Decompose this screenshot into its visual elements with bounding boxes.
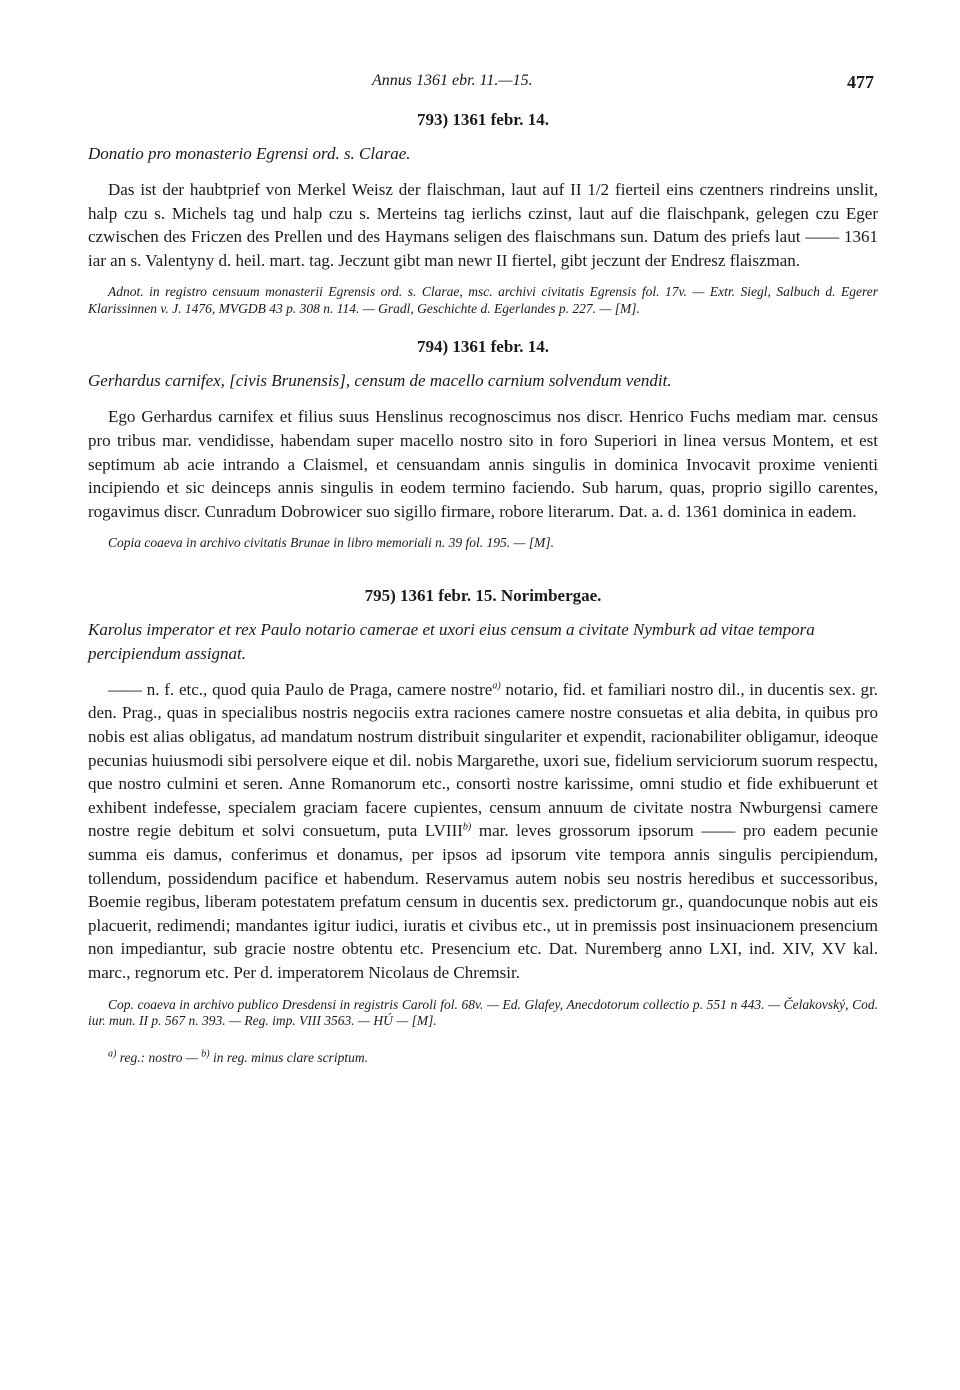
document-heading: 793) 1361 febr. 14. <box>416 110 550 129</box>
document-note: Adnot. in registro censuum monasterii Egrensis ord. s. Clarae, msc. archivi civitatis Egrensis fol. 17v. — Extr. Siegl, Salbuch d. Egerer Klarissinnen v. J. 1476, MVGDB 43 p. 308 n. 114. — Gradl, Geschichte d. Egerlandes p. 227. — [M]. <box>88 284 878 316</box>
document-summary: Karolus imperator et rex Paulo notario camerae et uxori eius censum a civitate Nymburk ad vitae tempora percipiendum assignat. <box>88 619 815 663</box>
footnotes <box>108 1050 878 1066</box>
document-note: Copia coaeva in archivo civitatis Brunae in libro memoriali n. 39 fol. 195. — [M]. <box>108 535 554 551</box>
document-heading: 794) 1361 febr. 14. <box>416 337 550 357</box>
document-795 <box>88 586 878 1030</box>
footnote-mark-a: a) <box>108 1048 117 1060</box>
document-note: Cop. coaeva in archivo publico Dresdensi in registris Caroli fol. 68v. — Ed. Glafey, Anecdotorum collectio p. 551 n 443. — Čelakovský, Cod. iur. mun. II p. 567 n. 393. — Reg. imp. VIII 3563. — HÚ — [M]. <box>88 996 878 1029</box>
footnote-mark-a: a) <box>492 680 501 692</box>
body-text: notario, fid. et familiari nostro dil., in ducentis sex. gr. den. Prag., quas in specialibus nostris negociis extra raciones camere nostre consuetas et alia debita, in quibus pro nobis est alias obligatus, ad mandatum nostrum distribuit singulariter et expendit, racionabiliter obligamur, ideoque pecunias huiusmodi sibi persolvere eique et dil. nobis Margarethe, uxori sue, fidelium serviciorum suorum respectu, que nostro culmini et seren. Anne Romanorum etc., consorti nostre karissime, omni studio et fide exhibuerunt et exhibent indefesse, specialem graciam facere cupientes, censum annuum de civitate nostra Nwburgensi camere nostre regie debitum et solvi consuetum, puta LVIII <box>88 679 879 841</box>
document-794 <box>88 337 878 551</box>
document-body <box>88 678 878 985</box>
footnote-a-text: reg.: nostro — <box>116 1049 202 1065</box>
document-summary: Gerhardus carnifex, [civis Brunensis], censum de macello carnium solvendum vendit. <box>88 371 672 391</box>
document-summary: Donatio pro monasterio Egrensi ord. s. Clarae. <box>88 144 411 163</box>
document-793 <box>88 110 878 317</box>
document-heading: 795) 1361 febr. 15. Norimbergae. <box>364 585 602 605</box>
body-text: mar. leves grossorum ipsorum —— pro eadem pecunie summa eis damus, conferimus et donamus, per ipsos ad ipsorum vite tempora annis singulis percipiendum, tollendum, possidendum pacifice et habendum. Reservamus autem nobis seu nostris heredibus et successoribus, Boemie regibus, liberam potestatem prefatum censum in ducentis sex. predictorum gr., quandocunque nobis aut eis placuerit, redimendi; mandantes igitur iudici, iuratis et civibus etc., ut in premissis post insinuacionem presencium non impediantur, sub gracie nostre obtentu etc. Presencium etc. Dat. Nuremberg anno LXI, ind. XIV, XV kal. marc., regnorum etc. Per d. imperatorem Nicolaus de Chremsir. <box>88 821 878 982</box>
footnote-mark-b: b) <box>201 1048 210 1060</box>
footnote-b-text: in reg. minus clare scriptum. <box>209 1049 368 1065</box>
running-title: Annus 1361 ebr. 11.—15. <box>372 72 533 89</box>
document-body: Ego Gerhardus carnifex et filius suus Henslinus recognoscimus nos discr. Henrico Fuchs mediam mar. census pro tribus mar. vendidisse, habendam super macello nostro sito in foro Superiori in linea versus Montem, et est septimum ab acie intrando a Claismel, et censuandam annis singulis in dominica Invocavit proxime venienti incipiendo et sic deinceps annis singulis in eodem termino faciendo. Sub harum, quas, proprio sigillo carentes, rogavimus discr. Cunradum Dobrowicer suo sigillo firmare, robore literarum. Dat. a. d. 1361 dominica in eadem. <box>88 407 878 521</box>
footnote-mark-b: b) <box>462 821 472 833</box>
document-body: Das ist der haubtprief von Merkel Weisz der flaischman, laut auf II 1/2 fierteil eins czentners rindreins unslit, halp czu s. Michels tag und halp czu s. Merteins tag ierlichs czinst, laut auf die flaischpank, gelegen czu Eger czwischen des Friczen des Prellen und des Haymans seligen des flaischmans sun. Datum des priefs laut —— 1361 iar an s. Valentyny d. heil. mart. tag. Jeczunt gibt man newr II fiertel, gibt jeczunt der Endresz flaiszman. <box>88 180 878 270</box>
page-content <box>88 110 878 1066</box>
page-header <box>0 72 960 96</box>
body-text: —— n. f. etc., quod quia Paulo de Praga, camere nostre <box>108 679 493 699</box>
page-number: 477 <box>847 72 874 92</box>
